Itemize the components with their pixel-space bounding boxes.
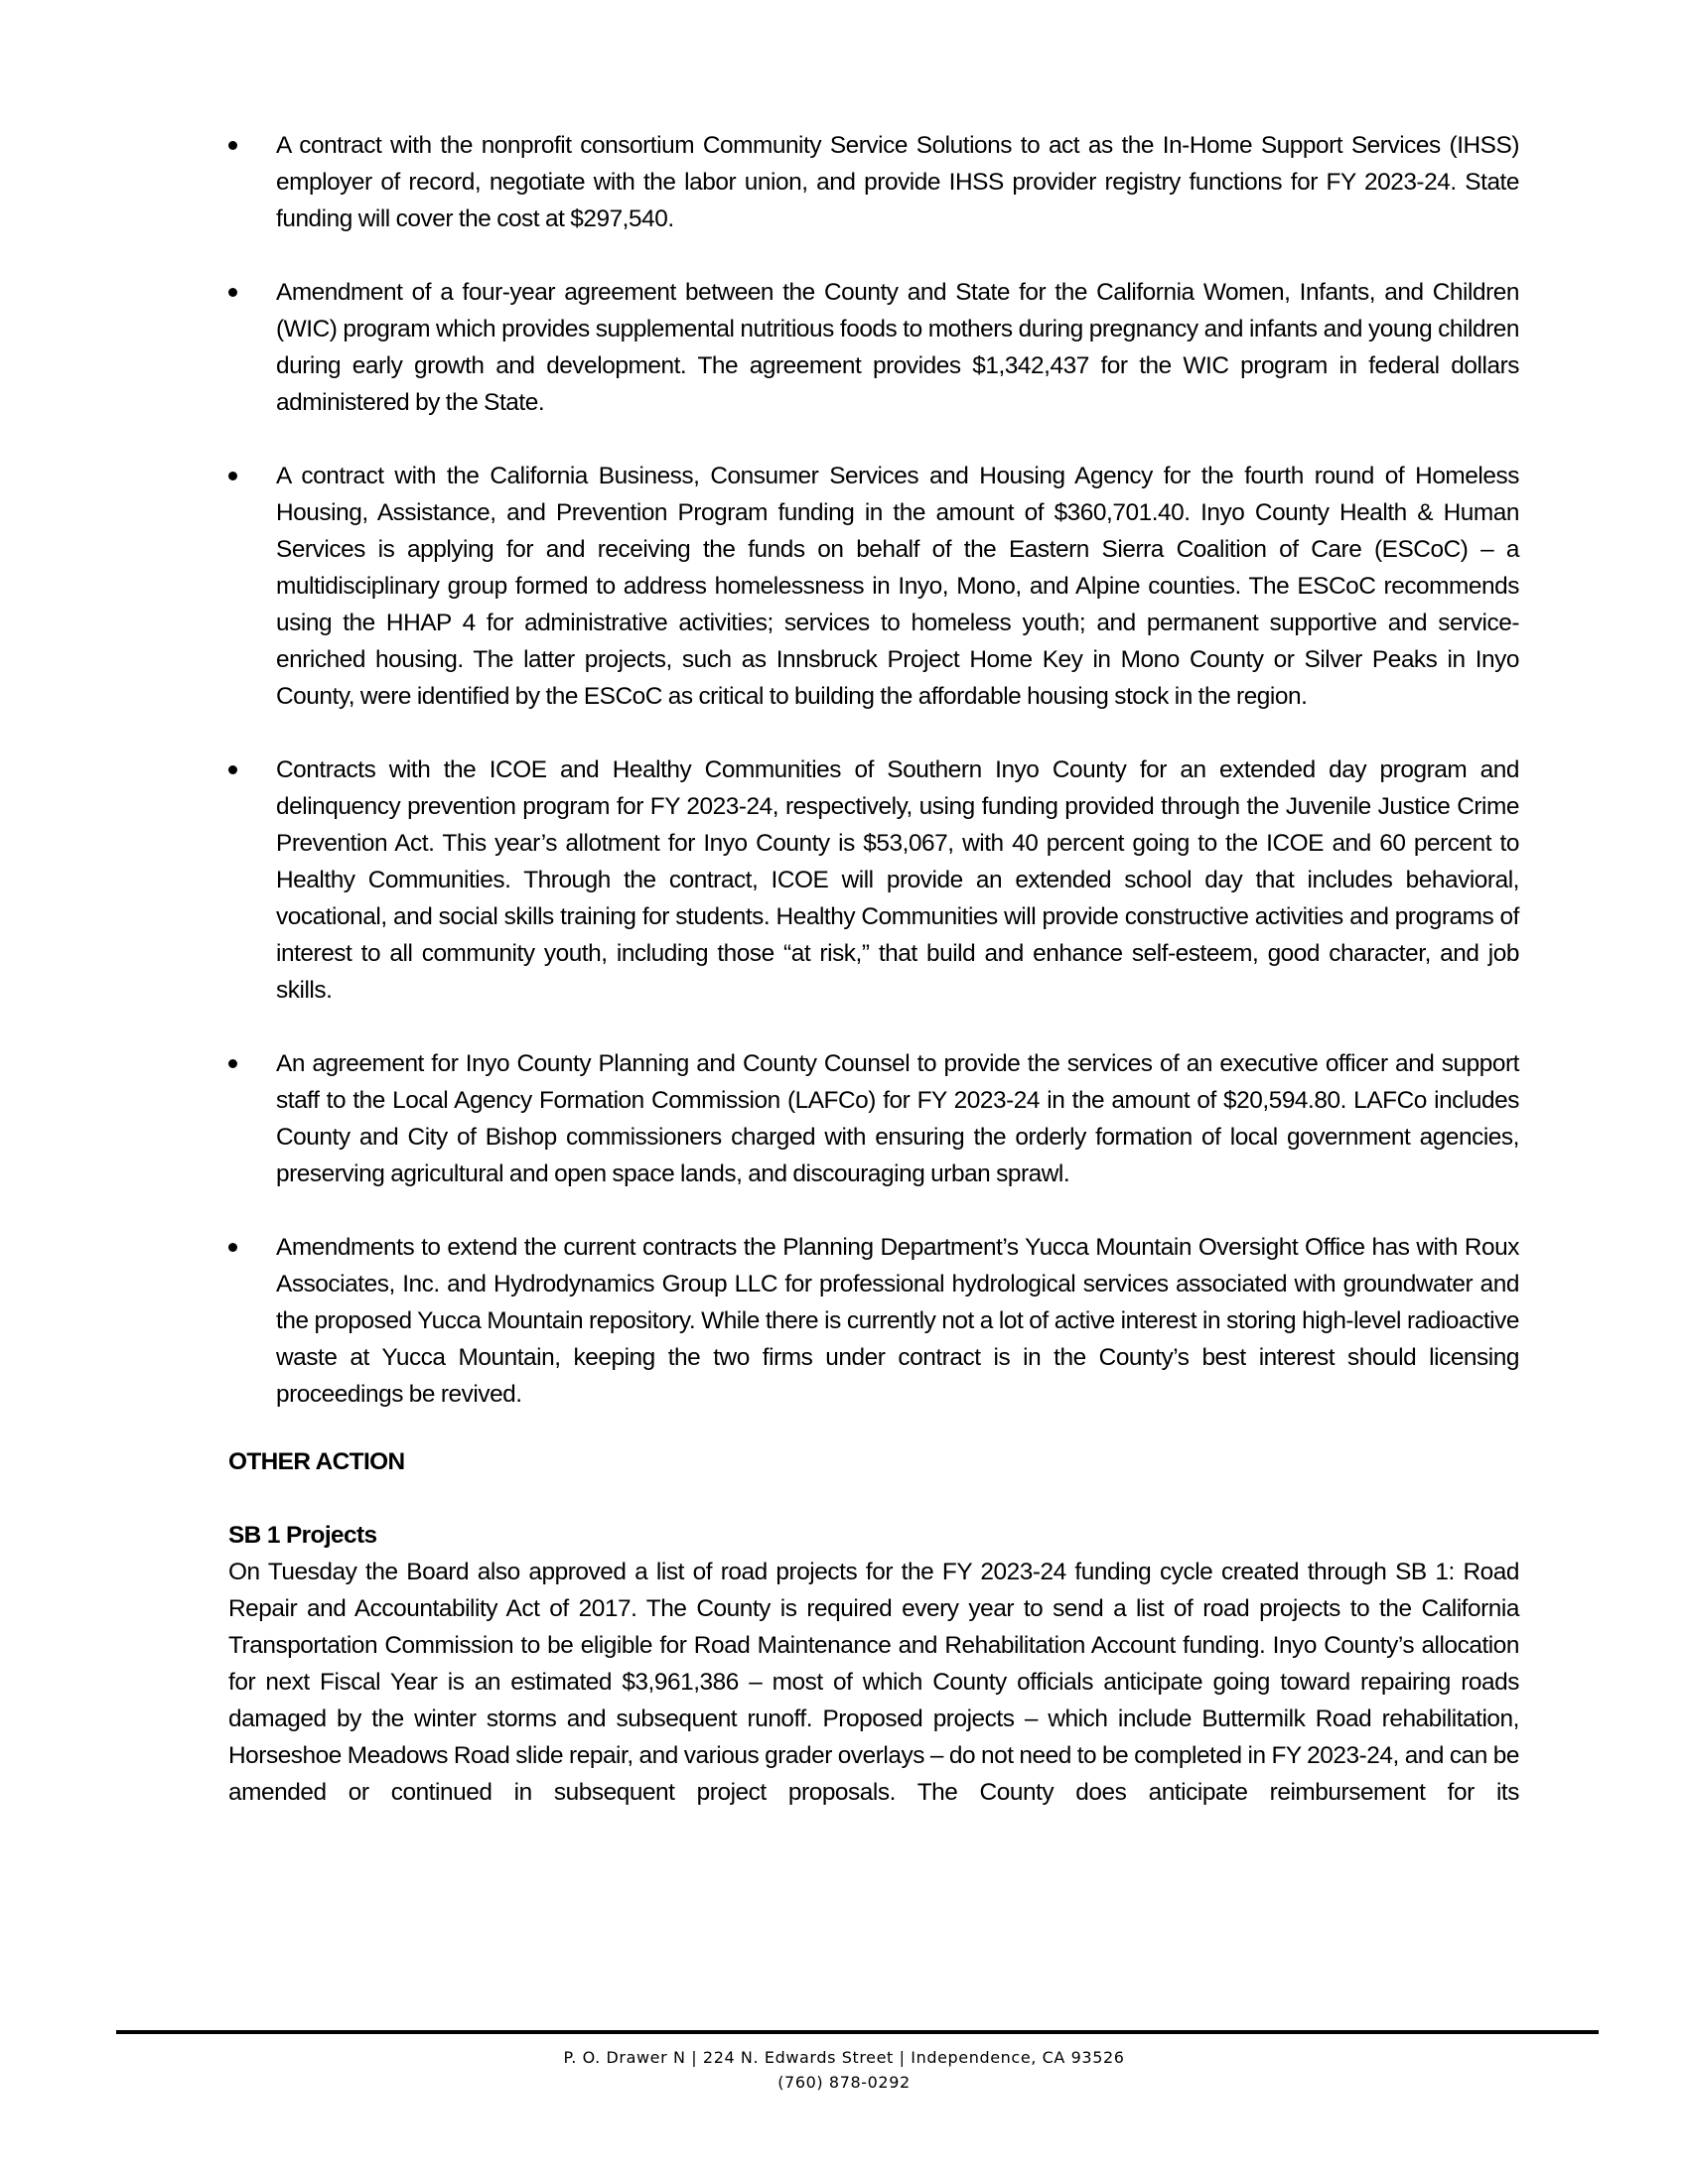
- list-item-text: Amendments to extend the current contracts the Planning Department’s Yucca Mountain Oversight Office has with Roux Associates, Inc. and Hydrodynamics Group LLC for professional hydrological services associated with groundwater and the proposed Yucca Mountain repository. While there is currently not a lot of active interest in storing high-level radioactive waste at Yucca Mountain, keeping the two firms under contract is in the County’s best interest should licensing proceedings be revived.: [276, 1234, 1519, 1408]
- list-item: [228, 1229, 1519, 1413]
- list-item: [228, 1045, 1519, 1192]
- bullet-icon: [228, 1045, 238, 1082]
- bullet-icon: [228, 274, 238, 311]
- action-item-list: [228, 127, 1519, 1413]
- list-item: [228, 458, 1519, 715]
- footer-address: P. O. Drawer N | 224 N. Edwards Street | Independence, CA 93526: [563, 2048, 1125, 2067]
- bullet-icon: [228, 458, 238, 494]
- bullet-icon: [228, 127, 238, 164]
- list-item-text: A contract with the California Business, Consumer Services and Housing Agency for the fourth round of Homeless Housing, Assistance, and Prevention Program funding in the amount of $360,701.40. Inyo County Health & Human Services is applying for and receiving the funds on behalf of the Eastern Sierra Coalition of Care (ESCoC) – a multidisciplinary group formed to address homelessness in Inyo, Mono, and Alpine counties. The ESCoC recommends using the HHAP 4 for administrative activities; services to homeless youth; and permanent supportive and service-enriched housing. The latter projects, such as Innsbruck Project Home Key in Mono County or Silver Peaks in Inyo County, were identified by the ESCoC as critical to building the affordable housing stock in the region.: [276, 463, 1519, 710]
- page-content: [228, 127, 1519, 1811]
- bullet-icon: [228, 751, 238, 788]
- list-item-text: A contract with the nonprofit consortium Community Service Solutions to act as the In-Home Support Services (IHSS) employer of record, negotiate with the labor union, and provide IHSS provider registry functions for FY 2023-24. State funding will cover the cost at $297,540.: [276, 132, 1519, 232]
- footer-divider: [116, 2030, 1599, 2034]
- list-item: [228, 127, 1519, 237]
- sb1-projects-paragraph: On Tuesday the Board also approved a list of road projects for the FY 2023-24 funding cycle created through SB 1: Road Repair and Accountability Act of 2017. The County is required every year to send a list of road projects to the California Transportation Commission to be eligible for Road Maintenance and Rehabilitation Account funding. Inyo County’s allocation for next Fiscal Year is an estimated $3,961,386 – most of which County officials anticipate going toward repairing roads damaged by the winter storms and subsequent runoff. Proposed projects – which include Buttermilk Road rehabilitation, Horseshoe Meadows Road slide repair, and various grader overlays – do not need to be completed in FY 2023-24, and can be amended or continued in subsequent project proposals. The County does anticipate reimbursement for its: [228, 1559, 1519, 1806]
- list-item: [228, 274, 1519, 421]
- list-item-text: An agreement for Inyo County Planning and County Counsel to provide the services of an executive officer and support staff to the Local Agency Formation Commission (LAFCo) for FY 2023-24 in the amount of $20,594.80. LAFCo includes County and City of Bishop commissioners charged with ensuring the orderly formation of local government agencies, preserving agricultural and open space lands, and discouraging urban sprawl.: [276, 1050, 1519, 1187]
- bullet-icon: [228, 1229, 238, 1266]
- subsection-heading-sb1-projects: SB 1 Projects: [228, 1522, 377, 1549]
- list-item-text: Amendment of a four-year agreement between the County and State for the California Women, Infants, and Children (WIC) program which provides supplemental nutritious foods to mothers during pregnancy and infants and young children during early growth and development. The agreement provides $1,342,437 for the WIC program in federal dollars administered by the State.: [276, 279, 1519, 416]
- list-item: [228, 751, 1519, 1009]
- footer-phone: (760) 878-0292: [777, 2073, 911, 2092]
- list-item-text: Contracts with the ICOE and Healthy Communities of Southern Inyo County for an extended day program and delinquency prevention program for FY 2023-24, respectively, using funding provided through the Juvenile Justice Crime Prevention Act. This year’s allotment for Inyo County is $53,067, with 40 percent going to the ICOE and 60 percent to Healthy Communities. Through the contract, ICOE will provide an extended school day that includes behavioral, vocational, and social skills training for students. Healthy Communities will provide constructive activities and programs of interest to all community youth, including those “at risk,” that build and enhance self-esteem, good character, and job skills.: [276, 756, 1519, 1004]
- page-footer: [0, 2045, 1688, 2095]
- section-heading-other-action: OTHER ACTION: [228, 1448, 405, 1475]
